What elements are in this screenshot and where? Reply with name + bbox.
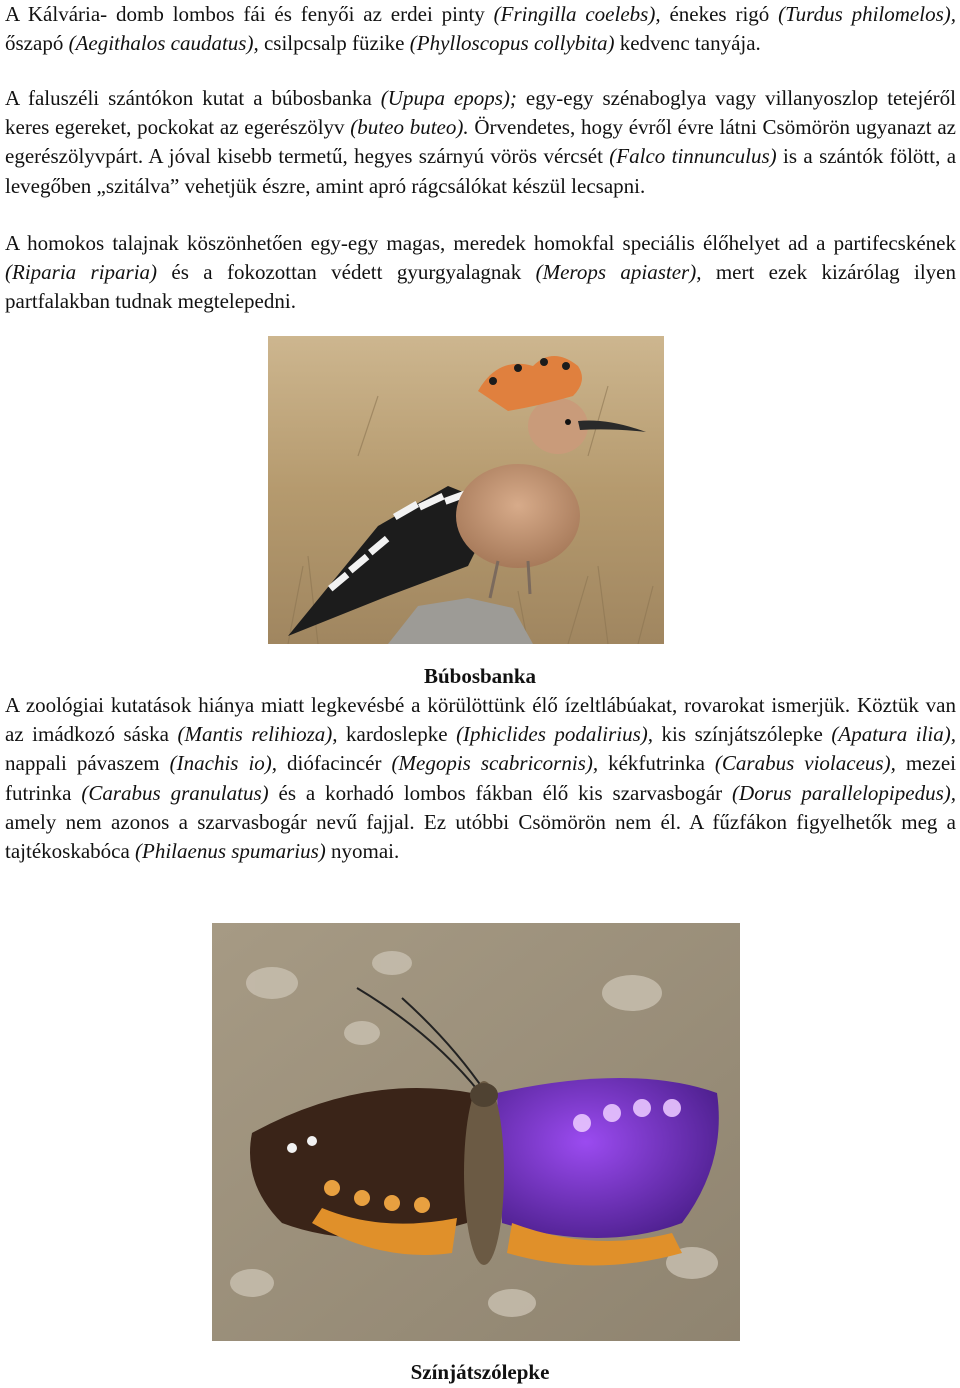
text-run: mert ezek kizárólag ilyen partfalakban tudnak megtelepedni.: [5, 260, 957, 314]
text-run: csilpcsalp füzike: [258, 31, 410, 56]
text-run: őszapó: [5, 31, 69, 56]
species-name: (Phylloscopus collybita): [409, 31, 615, 56]
species-name: (Philaenus spumarius): [135, 839, 326, 864]
paragraph-rovarok: [5, 691, 956, 866]
species-name: (Megopis scabricornis),: [391, 751, 599, 776]
text-run: Örvendetes, hogy évről évre látni Csömörön ugyanazt az egerészölyvpárt. A jóval kisebb termetű, hegyes szárnyú vörös vércsét: [5, 115, 956, 169]
paragraph-homokfal: [5, 229, 956, 317]
hoopoe-caption: Búbosbanka: [423, 664, 537, 688]
text-run: mezei futrinka: [5, 751, 956, 805]
species-name: (Upupa epops);: [380, 86, 517, 110]
paragraph-szantok: [5, 84, 956, 201]
butterfly-photo: [212, 923, 740, 1341]
species-name: (Turdus philomelos),: [778, 2, 957, 26]
text-run: A faluszéli szántókon kutat a búbosbanka: [5, 86, 381, 110]
text-run: kékfutrinka: [598, 751, 715, 776]
species-name: (Merops apiaster),: [535, 260, 702, 285]
text-run: és a korhadó lombos fákban élő kis szarvasbogár: [268, 780, 733, 805]
text-run: kardoslepke: [337, 722, 457, 747]
text-run: A zoológiai kutatások hiánya miatt legkevésbé a körülöttünk élő ízeltlábúakat, rovarokat ismerjük. Köztük van az imádkozó sáska: [5, 693, 956, 747]
species-name: (Carabus granulatus): [81, 780, 269, 805]
species-name: (Mantis relihioza),: [177, 722, 338, 747]
species-name: (Carabus violaceus),: [714, 751, 896, 776]
species-name: (Riparia riparia): [5, 260, 158, 285]
text-run: is a szántók fölött, a levegőben „szitálva” vehetjük észre, amint apró rágcsálókat készül lecsapni.: [5, 144, 957, 198]
text-run: amely nem azonos a szarvasbogár nevű fajjal. Ez utóbbi Csömörön nem él. A fűzfákon figyelhetők meg a tajtékoskabóca: [5, 809, 956, 864]
text-run: nappali pávaszem: [5, 751, 170, 776]
text-run: nyomai.: [325, 839, 400, 864]
text-run: A Kálvária- domb lombos fái és fenyői az erdei pinty: [5, 2, 494, 26]
species-name: (Apatura ilia),: [831, 722, 956, 747]
hoopoe-photo: [268, 336, 664, 644]
species-name: (buteo buteo).: [350, 115, 469, 140]
text-run: diófacincér: [277, 751, 392, 776]
species-name: (Aegithalos caudatus),: [68, 31, 259, 56]
species-name: (Iphiclides podalirius),: [456, 722, 653, 747]
paragraph-kalvaria: [5, 0, 956, 58]
text-run: énekes rigó: [660, 2, 779, 26]
text-run: egy-egy szénaboglya vagy villanyoszlop tetejéről keres egereket, pockokat az egerészölyv: [5, 86, 956, 140]
species-name: (Falco tinnunculus): [609, 144, 777, 169]
text-run: kedvenc tanyája.: [614, 31, 761, 56]
butterfly-caption: Színjátszólepke: [410, 1360, 550, 1384]
text-run: kis színjátszólepke: [653, 722, 832, 747]
species-name: (Dorus parallelopipedus),: [732, 780, 956, 805]
text-run: és a fokozottan védett gyurgyalagnak: [157, 260, 536, 285]
text-run: A homokos talajnak köszönhetően egy-egy magas, meredek homokfal speciális élőhelyet ad a partifecskének: [5, 231, 956, 255]
species-name: (Fringilla coelebs),: [493, 2, 661, 26]
species-name: (Inachis io),: [169, 751, 278, 776]
